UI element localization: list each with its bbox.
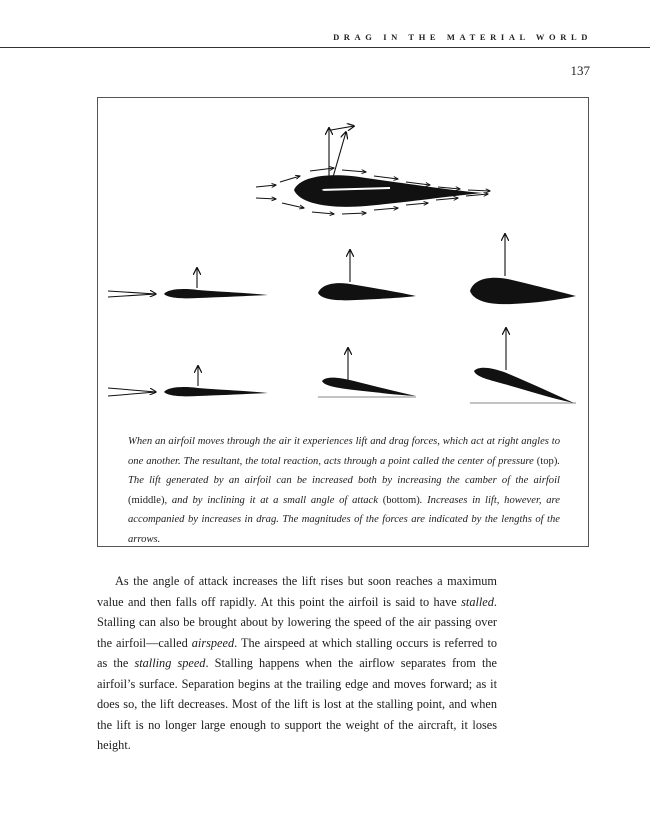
body-text-4: . Stalling happens when the airflow separates from the airfoil’s surface. Separation begins at the trailing edge and moves forward; as it does so, the lift decreases. Most of the lift is lost at the stalling point, and when the lift is no longer large enough to support the weight of the aircraft, it loses height.	[97, 656, 497, 752]
bottom-row-angle-of-attack	[108, 328, 576, 403]
middle-row-camber	[108, 234, 576, 304]
figure-box	[97, 97, 589, 547]
airfoil-high-camber	[470, 278, 576, 304]
top-airfoil-diagram	[256, 126, 490, 214]
term-stalling-speed: stalling speed	[134, 656, 206, 670]
page-number: 137	[570, 63, 590, 78]
term-airspeed: airspeed	[191, 635, 235, 650]
figure-caption	[128, 432, 560, 549]
airfoil-small-angle	[322, 378, 416, 396]
caption-text-2: . The lift generated by an airfoil can be increased both by increasing the camber of the airfoil	[128, 455, 560, 486]
body-paragraph	[97, 571, 497, 756]
airfoil-medium-camber	[318, 283, 416, 300]
freestream-arrow-bottom	[108, 388, 156, 396]
running-header: DRAG IN THE MATERIAL WORLD	[333, 32, 592, 42]
caption-text-3: , and by inclining it at a small angle of attack	[164, 494, 383, 506]
header-rule	[0, 47, 650, 48]
caption-text-4: . Increases in lift, however, are accompanied by increases in drag. The magnitudes of the forces are indicated by the lengths of the arrows.	[128, 494, 560, 545]
body-text-3: . The airspeed at which stalling occurs is referred to as the	[97, 635, 498, 670]
caption-position-top: (top)	[536, 455, 558, 467]
caption-position-middle: (middle)	[128, 494, 165, 506]
airfoil-large-angle	[474, 368, 574, 403]
drag-arrow	[331, 126, 354, 130]
body-text-2: . Stalling can also be brought about by lowering the speed of the air passing over the airfoil—called	[97, 594, 497, 650]
airfoil-illustration	[98, 98, 588, 418]
airfoil-thin-flat	[164, 289, 268, 298]
airfoil-zero-angle	[164, 387, 268, 396]
force-vectors	[329, 126, 354, 184]
body-text-1: As the angle of attack increases the lift rises but soon reaches a maximum value and then falls off rapidly. At this point the airfoil is said to have	[97, 574, 497, 609]
body-text	[97, 571, 497, 756]
freestream-arrow-middle	[108, 291, 156, 297]
caption-text-1: When an airfoil moves through the air it experiences lift and drag forces, which act at right angles to one another. The resultant, the total reaction, acts through a point called the center of pressure	[128, 436, 560, 467]
airfoil-cambered-large	[294, 175, 483, 207]
term-stalled: stalled	[461, 594, 494, 609]
caption-position-bottom: (bottom)	[382, 494, 420, 506]
